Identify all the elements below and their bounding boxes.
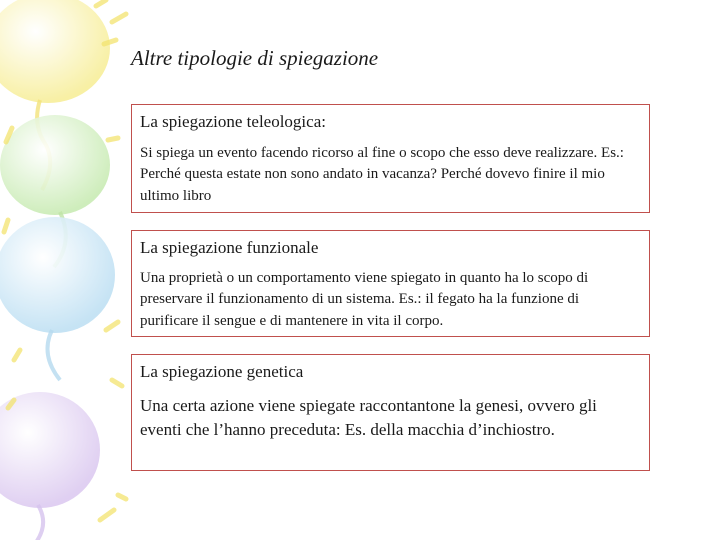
genetic-box (131, 354, 650, 471)
section-body-functional: Una proprietà o un comportamento viene spiegato in quanto ha lo scopo di preservare il funzionamento di un sistema. Es.: il fegato ha la funzione di purificare il sengue e di mantenere in vita il corpo. (140, 270, 589, 329)
blue-balloon (0, 217, 115, 333)
green-balloon (0, 115, 110, 215)
slide-title: Altre tipologie di spiegazione (131, 46, 379, 70)
section-body-genetic: Una certa azione viene spiegate raccontantone la genesi, ovvero gli eventi che l’hanno preceduta: Es. della macchia d’inchiostro. (140, 396, 597, 439)
section-heading-functional: La spiegazione funzionale (140, 238, 319, 257)
purple-balloon (0, 392, 100, 508)
functional-box (131, 230, 650, 337)
teleological-box (131, 104, 650, 213)
yellow-balloon (0, 0, 110, 103)
section-heading-genetic: La spiegazione genetica (140, 362, 304, 381)
section-heading-teleological: La spiegazione teleologica: (140, 112, 326, 131)
section-body-teleological: Si spiega un evento facendo ricorso al fine o scopo che esso deve realizzare. Es.: Perché questa estate non sono andato in vacanza? Perché dovevo finire il mio ultimo libro (140, 145, 624, 204)
